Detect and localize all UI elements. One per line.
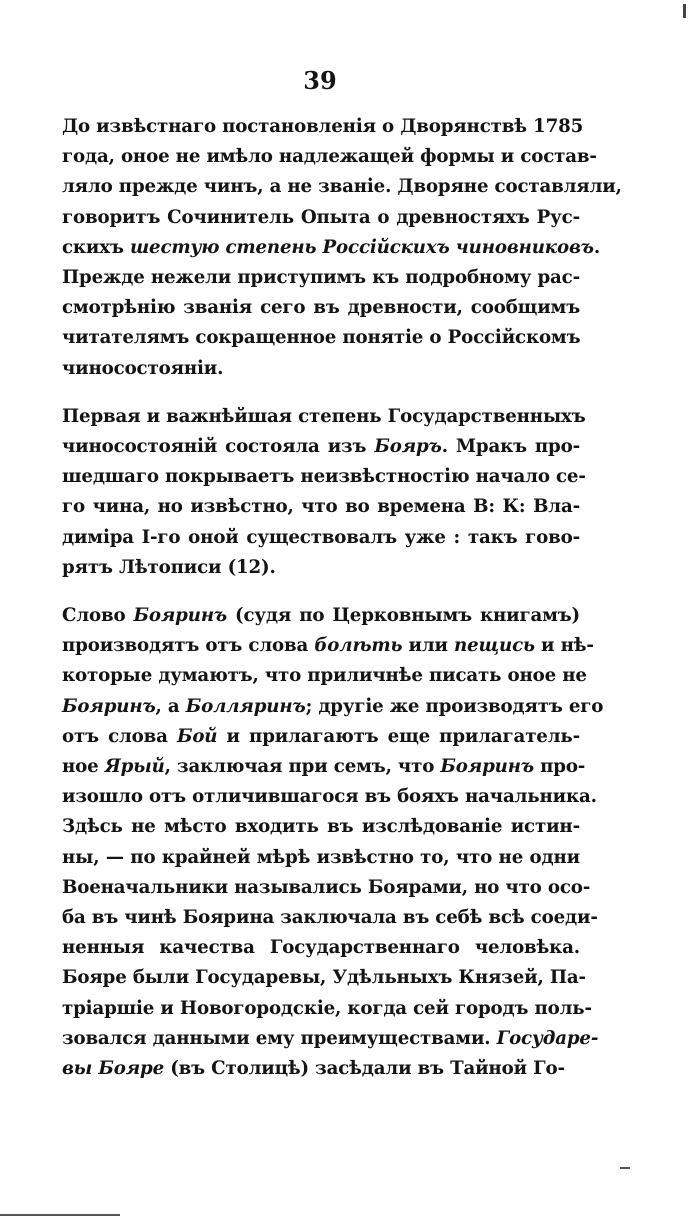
text-run: и прилагаютъ еще прилагатель-	[217, 725, 580, 747]
text-run: тріаршіе и Новогородскіе, когда сей городъ поль-	[62, 997, 592, 1019]
text-run: Первая и важнѣйшая степень Государственныхъ	[62, 405, 586, 427]
paragraph-gap	[62, 583, 580, 601]
italic-term: шестую степень Россійскихъ чиновниковъ	[129, 236, 594, 258]
text-line	[62, 782, 597, 812]
text-run: чиносостояній состояла изъ	[62, 436, 375, 458]
paragraph	[62, 601, 604, 1084]
text-run: , заключая при семъ, что	[164, 756, 441, 778]
italic-term: Бояринъ	[133, 605, 228, 627]
text-line	[62, 172, 622, 202]
text-line	[62, 1024, 599, 1054]
italic-term: Бояръ	[374, 436, 442, 458]
text-run: .	[593, 236, 600, 258]
text-line	[62, 692, 604, 722]
scan-mark-top	[683, 4, 686, 18]
text-line	[62, 903, 598, 933]
text-run: говоритъ Сочинитель Опыта о древностяхъ Рус-	[62, 206, 580, 228]
text-line	[62, 462, 586, 492]
text-run: . Мракъ про-	[441, 436, 581, 458]
italic-term: Ярый	[104, 756, 165, 778]
text-run: про-	[533, 756, 586, 778]
text-run: производятъ отъ слова	[62, 635, 315, 657]
text-line	[62, 112, 584, 142]
text-line	[62, 323, 580, 353]
text-line	[62, 293, 580, 323]
text-line	[62, 354, 580, 384]
paragraph	[62, 402, 586, 583]
text-run: изошло отъ отличившагося въ бояхъ начальника.	[62, 786, 597, 808]
body-text	[62, 112, 622, 1084]
text-line	[62, 492, 580, 522]
text-run: скихъ	[62, 236, 130, 258]
paragraph-gap	[62, 384, 580, 402]
text-line	[62, 203, 580, 233]
text-run: , а	[155, 695, 186, 717]
text-line	[62, 722, 580, 752]
text-run: года, оное не имѣло надлежащей формы и состав-	[62, 146, 597, 168]
italic-term: болѣть	[314, 635, 403, 657]
text-run: отъ слова	[62, 725, 177, 747]
text-run: ; другіе же производятъ его	[305, 695, 604, 717]
text-run: диміра I-го оной существовалъ уже : такъ гово-	[62, 526, 580, 548]
text-line	[62, 402, 586, 432]
text-run: ное	[62, 756, 105, 778]
text-run: ляло прежде чинъ, а не званіе. Дворяне составляли,	[62, 176, 622, 198]
text-run: чиносостояніи.	[62, 357, 224, 379]
text-line	[62, 873, 591, 903]
text-run: го чина, но извѣстно, что во времена В: К: Вла-	[62, 496, 580, 518]
text-run: Слово	[62, 605, 134, 627]
text-line	[62, 601, 580, 631]
text-line	[62, 963, 586, 993]
text-line	[62, 994, 592, 1024]
italic-term: пещись	[454, 635, 535, 657]
text-line	[62, 142, 597, 172]
scan-mark-bottom	[620, 1167, 630, 1169]
text-run: ны, — по крайней мѣрѣ извѣстно то, что не одни	[62, 846, 580, 868]
italic-term: Бояринъ	[440, 756, 534, 778]
text-line	[62, 233, 600, 263]
text-run: смотрѣнію званія сего въ древности, сообщимъ	[62, 297, 580, 319]
page-number: 39	[303, 66, 337, 95]
text-line	[62, 812, 580, 842]
text-run: (судя по Церковнымъ книгамъ)	[227, 605, 580, 627]
page-edge-rule	[0, 1214, 120, 1216]
text-line	[62, 843, 580, 873]
text-run: и нѣ-	[534, 635, 594, 657]
text-run: рятъ Лѣтописи (12).	[62, 556, 276, 578]
text-run: или	[402, 635, 455, 657]
text-run: До извѣстнаго постановленія о Дворянствѣ 1785	[62, 116, 584, 137]
text-run: зовался данными ему преимуществами.	[62, 1027, 497, 1049]
text-run: Военачальники назывались Боярами, но что осо-	[62, 876, 591, 898]
text-run: (въ Столицѣ) засѣдали въ Тайной Го-	[164, 1058, 565, 1080]
text-run: Здѣсь не мѣсто входить въ изслѣдованіе истин-	[62, 816, 580, 838]
text-line	[62, 553, 580, 583]
italic-term: Бой	[176, 725, 218, 747]
text-line	[62, 432, 580, 462]
text-line	[62, 661, 587, 691]
italic-term: вы Бояре	[62, 1058, 165, 1080]
italic-term: Бояринъ	[62, 695, 156, 717]
text-run: читателямъ сокращенное понятіе о Россійскомъ	[62, 327, 581, 349]
text-run: Прежде нежели приступимъ къ подробному рас-	[62, 267, 580, 289]
text-run: шедшаго покрываетъ неизвѣстностію начало се-	[62, 466, 586, 488]
italic-term: Государе-	[496, 1027, 599, 1049]
text-run: которые думаютъ, что приличнѣе писать оное не	[62, 665, 587, 687]
text-line	[62, 752, 586, 782]
text-line	[62, 523, 580, 553]
paragraph	[62, 112, 622, 384]
text-line	[62, 263, 580, 293]
text-line	[62, 1054, 580, 1084]
text-run: ба въ чинѣ Боярина заключала въ себѣ всѣ соеди-	[62, 907, 598, 929]
text-run: Бояре были Государевы, Удѣльныхъ Князей, Па-	[62, 967, 586, 989]
text-run: ненныя качества Государственнаго человѣка.	[62, 937, 580, 959]
text-line	[62, 631, 594, 661]
text-line	[62, 933, 580, 963]
italic-term: Болляринъ	[185, 695, 306, 717]
